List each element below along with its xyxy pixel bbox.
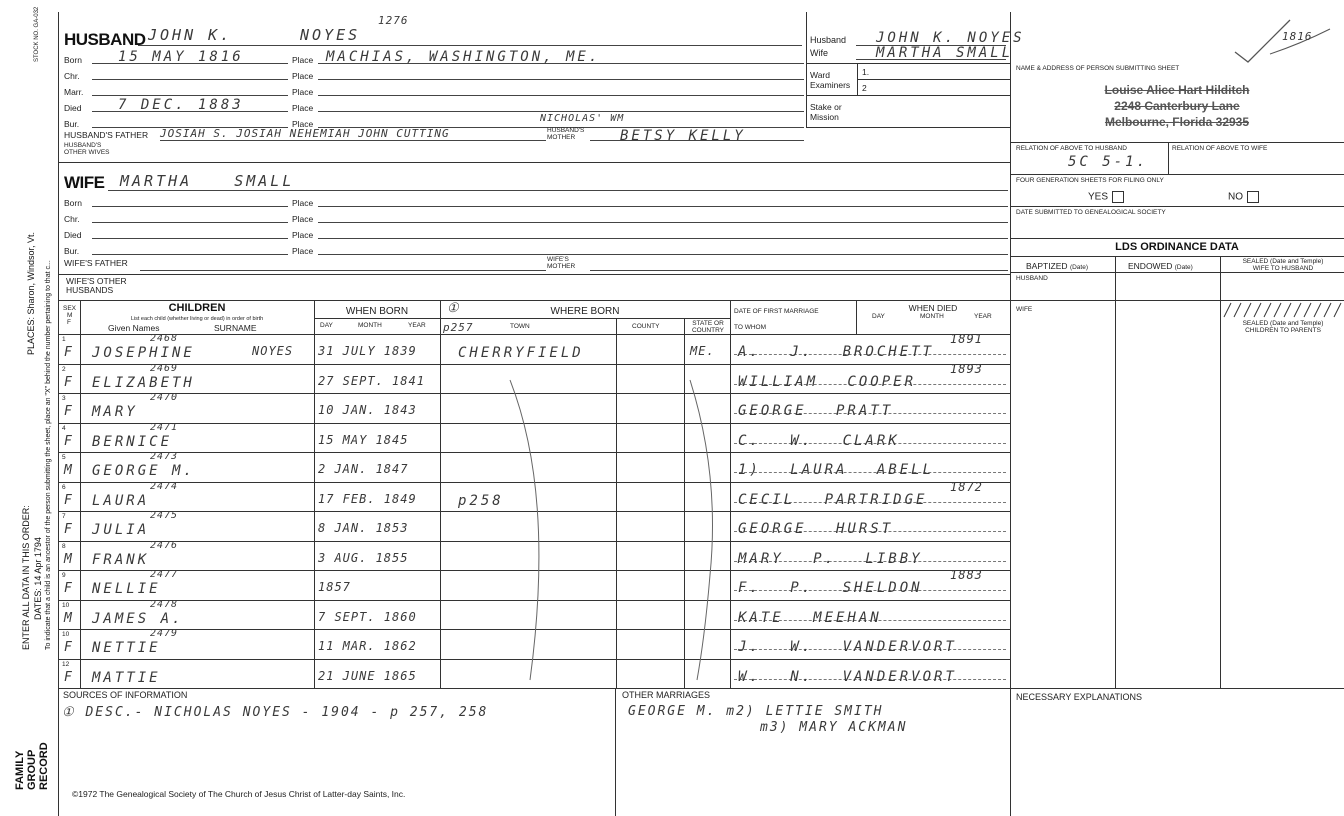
child-spouse: GEORGE PRATT [738,403,894,419]
died-month-label: MONTH [920,313,944,320]
husband-bur-place-label: Place [292,119,314,129]
child-number: 3 [62,395,66,402]
lds-husband-label: HUSBAND [1016,275,1048,282]
husband-other-wives-label: HUSBAND'S OTHER WIVES [64,142,110,156]
child-spouse: 1) LAURA ABELL [738,462,935,478]
child-birth-date: 17 FEB. 1849 [318,491,417,506]
child-sex: M [64,551,73,567]
wife-name: MARTHA SMALL [120,172,295,190]
husband-father-label: HUSBAND'S FATHER [64,130,149,140]
tr-wife: MARTHA SMALL [876,45,1014,61]
child-sex: F [64,522,73,537]
wife-father-label: WIFE'S FATHER [64,258,128,268]
child-given-name: JULIA [92,522,150,538]
child-spouse: C. W. CLARK [738,432,900,449]
wife-died-label: Died [64,230,82,240]
born-day-label: DAY [320,322,333,329]
child-spouse: J. W. VANDERVORT [738,639,957,655]
child-given-name: ELIZABETH [92,374,195,391]
ward-label: Ward [810,70,830,80]
surname-label: SURNAME [214,323,257,333]
child-sex: F [64,404,73,419]
husband-died-date: 7 DEC. 1883 [118,97,244,113]
hatch-pattern [1222,302,1342,318]
lds-title: LDS ORDINANCE DATA [1115,241,1239,253]
child-number: 10 [62,631,70,638]
date-submitted-label: DATE SUBMITTED TO GENEALOGICAL SOCIETY [1016,209,1166,216]
right-panel-border [1010,12,1011,816]
child-given-name: LAURA [92,492,150,509]
child-birth-date: 21 JUNE 1865 [318,668,417,683]
child-id: 2477 [150,569,179,580]
husband-section-bottom [58,162,1010,163]
wife-bur-place-label: Place [292,246,314,256]
husband-chr-place-label: Place [292,71,314,81]
child-death-year: 1872 [950,479,983,494]
husband-mother-label: HUSBAND'S MOTHER [547,127,585,141]
stake-label: Stake or [810,102,842,112]
ancestor-instruction: To indicate that a child is an ancestor of the person submitting the sheet, place an "X" behind the number pertaining to that c... [45,260,52,650]
husband-born-place: MACHIAS, WASHINGTON, ME. [326,49,601,65]
child-sex: F [64,640,73,655]
child-number: 10 [62,601,70,609]
wife-chr-place-label: Place [292,214,314,224]
child-spouse: F. P. SHELDON [738,580,923,596]
died-year-label: YEAR [974,313,992,320]
child-id: 2474 [150,480,179,492]
tr-wife-label: Wife [810,48,828,58]
stock-number: STOCK NO. GA-032 [34,6,40,62]
child-birth-date: 3 AUG. 1855 [318,550,409,565]
other-marriages-label: OTHER MARRIAGES [622,690,711,700]
born-year-label: YEAR [408,322,426,329]
given-names-label: Given Names [108,323,160,333]
child-spouse: CECIL PARTRIDGE [738,491,928,508]
places-note: PLACES: Sharon, Windsor, Vt. [26,231,36,355]
child-id: 2471 [150,421,179,433]
when-died-label: WHEN DIED [908,303,958,313]
husband-heading: HUSBAND [64,30,146,49]
child-id: 2478 [150,598,179,610]
family-group-record-3: RECORD [38,742,50,790]
wife-mother-label: WIFE'S MOTHER [547,256,576,270]
corner-year: 1816 [1282,30,1313,43]
enter-order-note: ENTER ALL DATA IN THIS ORDER: [21,505,31,650]
family-group-record-2: GROUP [26,749,38,790]
child-death-year: 1891 [950,332,983,346]
examiners-label: Examiners [810,80,851,90]
husband-mother: BETSY KELLY [620,128,746,144]
child-sex: M [64,463,73,478]
child-birth-date: 27 SEPT. 1841 [318,373,425,388]
child-number: 1 [62,336,66,343]
where-born-label: WHERE BORN [550,306,620,317]
husband-born-place-label: Place [292,55,314,65]
child-id: 2475 [150,510,179,521]
child-birth-date: 8 JAN. 1853 [318,521,409,535]
husband-marr-label: Marr. [64,87,84,97]
left-border [58,12,59,816]
child-death-year: 1893 [950,361,983,376]
sex-label: SEX M F [63,305,77,326]
county-label: COUNTY [632,323,660,330]
child-birth-state: ME. [690,344,715,358]
other-marriage-2: m3) MARY ACKMAN [760,720,908,735]
child-given-name: BERNICE [92,433,173,450]
child-number: 9 [62,572,66,579]
child-sex: F [64,374,73,390]
husband-id: 1276 [378,14,409,27]
sources-value: ① DESC.- NICHOLAS NOYES - 1904 - p 257, 258 [62,705,489,720]
state-label: STATE OR COUNTRY [691,320,725,334]
child-given-name: NETTIE [92,640,161,656]
ditto-curve-state [685,375,725,685]
child-spouse: WILLIAM COOPER [738,373,917,390]
child-spouse: W. N. VANDERVORT [738,668,957,685]
child-id: 2469 [150,362,179,374]
born-month-label: MONTH [358,322,382,329]
examiner-2: 2 [862,83,867,93]
child-birth-date: 11 MAR. 1862 [318,639,417,653]
child-surname: NOYES [252,344,294,358]
child-id: 2473 [150,451,179,462]
husband-died-label: Died [64,103,82,113]
wife-born-label: Born [64,198,82,208]
copyright: ©1972 The Genealogical Society of The Church of Jesus Christ of Latter-day Saints, Inc. [72,789,406,799]
sources-label: SOURCES OF INFORMATION [63,690,188,700]
child-number: 2 [62,365,66,373]
top-divider [806,12,807,128]
child-birth-date: 2 JAN. 1847 [318,462,409,476]
when-born-label: WHEN BORN [345,306,409,317]
rel-husband-value: 5C 5-1. [1068,154,1149,170]
child-birth-town: p258 [458,492,504,509]
child-birth-date: 15 MAY 1845 [318,432,409,447]
child-id: 2476 [150,539,179,551]
first-marriage-label: DATE OF FIRST MARRIAGE [734,308,819,315]
children-top [58,300,1344,301]
lds-wife-label: WIFE [1016,306,1033,313]
yes-checkbox[interactable] [1112,191,1124,203]
child-number: 4 [62,424,66,432]
wife-heading: WIFE [64,173,105,192]
child-id: 2479 [150,628,179,639]
other-marriage-1: GEORGE M. m2) LETTIE SMITH [628,704,884,719]
child-number: 8 [62,542,66,550]
wife-bur-label: Bur. [64,246,80,256]
child-given-name: GEORGE M. [92,463,195,479]
rel-husband-label: RELATION OF ABOVE TO HUSBAND [1016,145,1127,152]
husband-given-name: JOHN K. [148,26,233,44]
child-given-name: MATTIE [92,669,161,686]
child-spouse: KATE MEEHAN [738,609,882,626]
child-id: 2468 [150,333,179,344]
wife-chr-label: Chr. [64,214,80,224]
husband-bur-label: Bur. [64,119,80,129]
child-sex: F [64,433,73,449]
child-birth-date: 1857 [318,580,351,594]
page-ref: p257 [443,321,474,334]
child-spouse: MARY P. LIBBY [738,550,923,567]
wife-died-place-label: Place [292,230,314,240]
child-given-name: NELLIE [92,581,161,597]
husband-born-date: 15 MAY 1816 [118,49,244,65]
child-death-year: 1883 [950,568,983,582]
child-sex: M [64,610,73,626]
child-sex: F [64,669,73,685]
child-given-name: JOSEPHINE [92,345,195,361]
source-mark: ① [447,301,460,316]
child-birth-date: 10 JAN. 1843 [318,403,417,417]
husband-born-label: Born [64,55,82,65]
yes-option[interactable]: YES [1088,191,1124,203]
dates-note: DATES: 14 Apr 1794 [33,537,43,620]
child-sex: F [64,345,73,360]
child-given-name: FRANK [92,551,150,568]
children-note: List each child (whether living or dead) in order of birth [130,316,264,322]
sealed-wife-label: SEALED (Date and Temple) WIFE TO HUSBAND [1242,258,1324,272]
submitter-address: Louise Alice Hart Hilditch 2248 Canterbury Lane Melbourne, Florida 32935 [1104,83,1250,129]
ditto-curve-town [500,375,560,685]
child-number: 5 [62,454,66,461]
child-birth-date: 31 JULY 1839 [318,344,417,358]
sealed-children-label: SEALED (Date and Temple) CHILDREN TO PARENTS [1242,320,1324,334]
tr-husband: JOHN K. NOYES [876,30,1025,46]
family-group-record: FAMILY [14,750,26,790]
examiner-1: 1. [862,67,870,77]
child-given-name: JAMES A. [92,610,184,627]
child-spouse: A. J. BROCHETT [738,344,935,360]
rel-wife-label: RELATION OF ABOVE TO WIFE [1172,145,1268,152]
no-checkbox[interactable] [1247,191,1259,203]
no-option[interactable]: NO [1228,191,1259,203]
child-number: 12 [62,660,70,668]
husband-surname: NOYES [300,26,361,44]
child-id: 2470 [150,392,179,403]
child-birth-date: 7 SEPT. 1860 [318,609,417,624]
child-number: 7 [62,513,66,520]
husband-bur-place: NICHOLAS' WM [540,113,625,124]
child-number: 6 [62,483,66,491]
wife-other-husbands-label: WIFE'S OTHER HUSBANDS [66,276,127,295]
town-label: TOWN [510,323,530,330]
to-whom-label: TO WHOM [734,324,767,331]
husband-died-place-label: Place [292,103,314,113]
topright-bottom [806,127,1010,128]
mission-label: Mission [810,112,839,122]
tr-husband-label: Husband [810,35,847,45]
child-sex: F [64,581,73,596]
died-day-label: DAY [872,313,885,320]
bottom-divider [615,688,616,816]
necessary-explanations-label: NECESSARY EXPLANATIONS [1016,692,1143,702]
husband-marr-place-label: Place [292,87,314,97]
endowed-label: ENDOWED (Date) [1128,261,1193,271]
baptized-label: BAPTIZED (Date) [1026,261,1088,271]
husband-chr-label: Chr. [64,71,80,81]
wife-born-place-label: Place [292,198,314,208]
child-birth-town: CHERRYFIELD [458,345,584,361]
children-heading: CHILDREN [168,302,226,314]
child-given-name: MARY [92,404,138,420]
fourgen-label: FOUR GENERATION SHEETS FOR FILING ONLY [1016,177,1164,184]
child-spouse: GEORGE HURST [738,521,894,537]
submitter-label: NAME & ADDRESS OF PERSON SUBMITTING SHEET [1016,65,1180,72]
child-sex: F [64,492,73,508]
husband-father: JOSIAH S. JOSIAH NEHEMIAH JOHN CUTTING [160,127,450,140]
